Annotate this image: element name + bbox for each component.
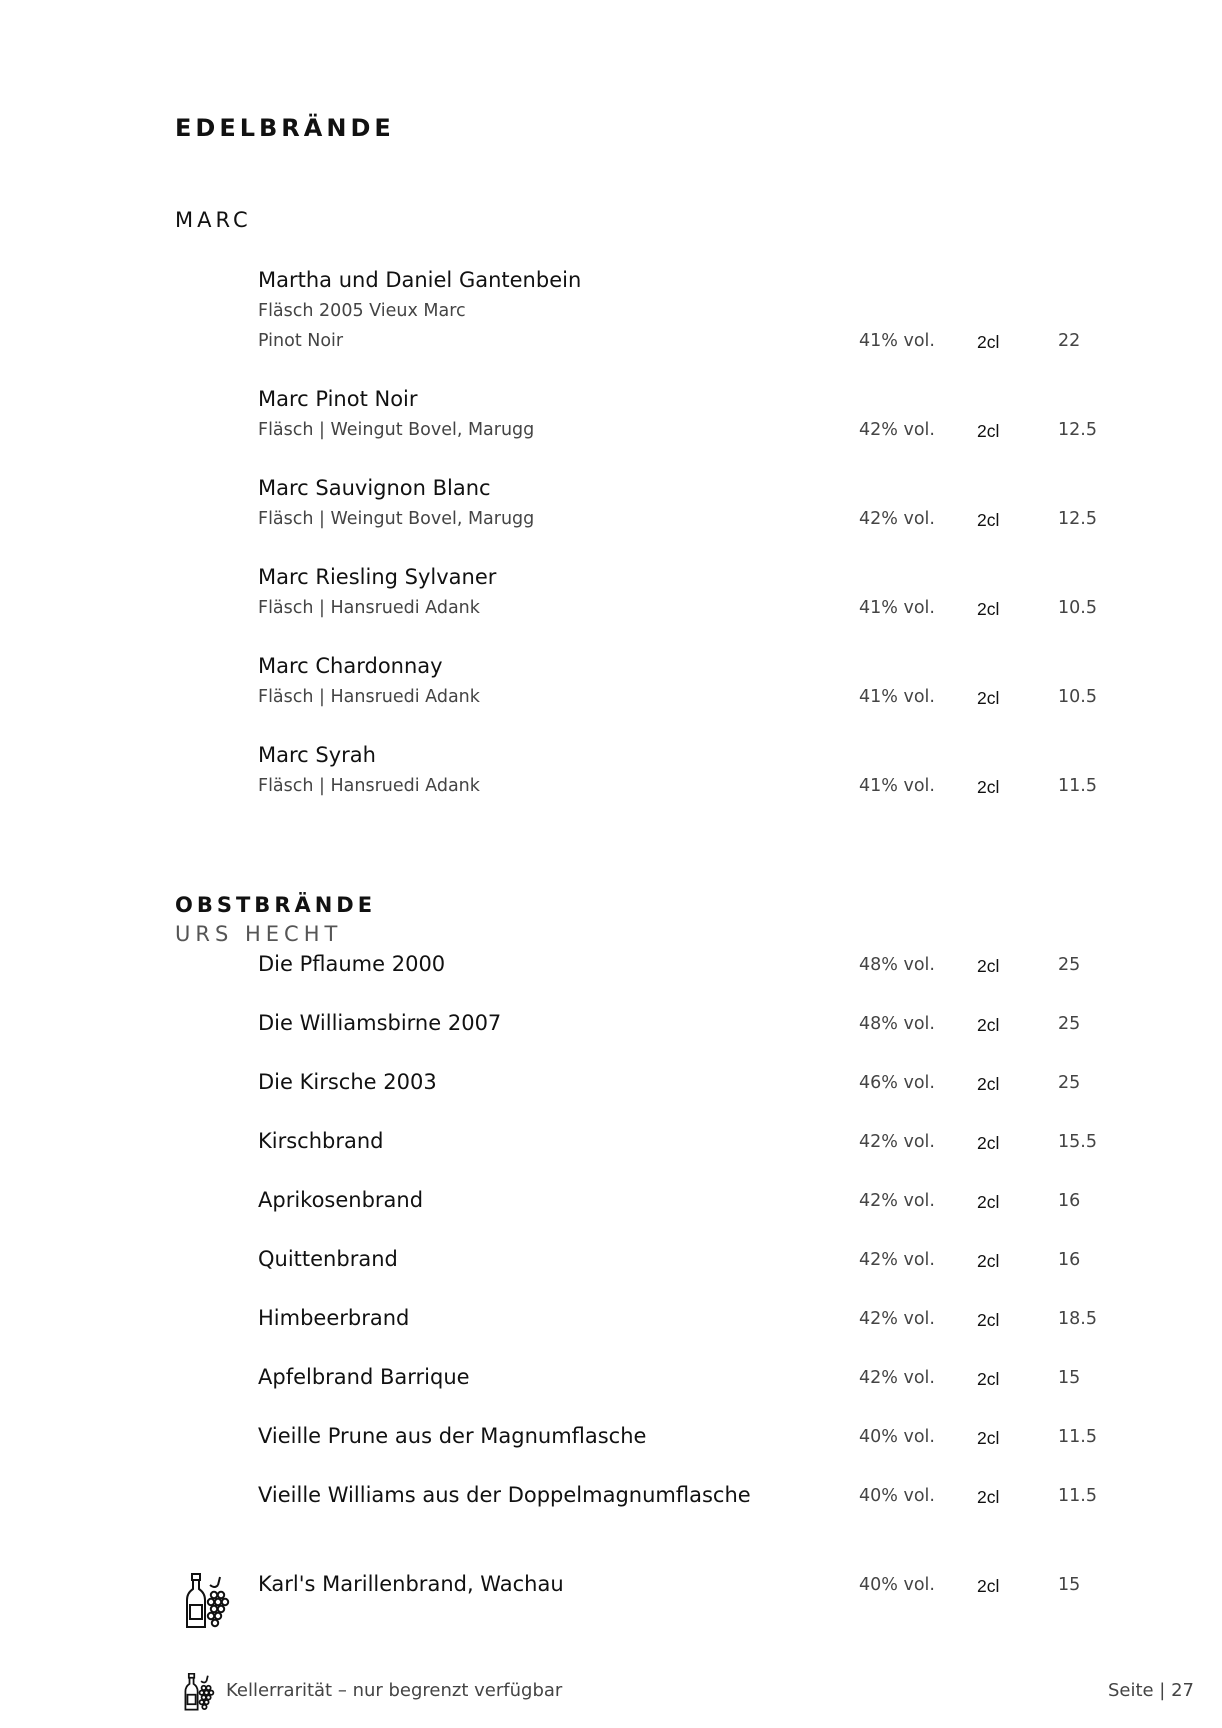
item-size: 2cl [977, 1015, 1000, 1035]
item-price: 10.5 [1058, 598, 1097, 618]
item-size: 2cl [977, 421, 1000, 441]
item-volume: 41% vol. [859, 687, 935, 707]
item-volume: 42% vol. [859, 1132, 935, 1152]
item-price: 12.5 [1058, 509, 1097, 529]
item-volume: 42% vol. [859, 1368, 935, 1388]
item-volume: 41% vol. [859, 331, 935, 351]
page-number: Seite | 27 [1107, 1680, 1194, 1701]
item-price: 11.5 [1058, 1427, 1097, 1447]
item-name: Die Williamsbirne 2007 [258, 1011, 502, 1035]
section-subheading-producer: URS HECHT [175, 922, 343, 946]
item-name: Die Kirsche 2003 [258, 1070, 437, 1094]
item-price: 16 [1058, 1191, 1081, 1211]
bottle-grapes-icon [183, 1673, 215, 1711]
item-price: 15 [1058, 1368, 1081, 1388]
item-origin: Fläsch 2005 Vieux Marc [258, 301, 466, 321]
item-size: 2cl [977, 599, 1000, 619]
item-name: Marc Pinot Noir [258, 387, 418, 411]
item-size: 2cl [977, 1369, 1000, 1389]
item-volume: 41% vol. [859, 776, 935, 796]
item-size: 2cl [977, 1133, 1000, 1153]
item-name: Marc Riesling Sylvaner [258, 565, 497, 589]
item-size: 2cl [977, 956, 1000, 976]
item-price: 11.5 [1058, 776, 1097, 796]
item-name: Quittenbrand [258, 1247, 398, 1271]
item-price: 22 [1058, 331, 1081, 351]
item-volume: 42% vol. [859, 509, 935, 529]
item-size: 2cl [977, 1192, 1000, 1212]
item-name: Marc Sauvignon Blanc [258, 476, 491, 500]
item-origin: Fläsch | Weingut Bovel, Marugg [258, 420, 535, 440]
item-name: Kirschbrand [258, 1129, 384, 1153]
item-volume: 40% vol. [859, 1427, 935, 1447]
item-size: 2cl [977, 688, 1000, 708]
item-size: 2cl [977, 332, 1000, 352]
item-volume: 42% vol. [859, 1250, 935, 1270]
item-size: 2cl [977, 1576, 1000, 1596]
item-name: Martha und Daniel Gantenbein [258, 268, 582, 292]
item-name: Marc Chardonnay [258, 654, 443, 678]
section-heading-marc: MARC [175, 208, 252, 232]
item-volume: 42% vol. [859, 1191, 935, 1211]
item-name: Marc Syrah [258, 743, 376, 767]
item-size: 2cl [977, 1487, 1000, 1507]
item-volume: 42% vol. [859, 420, 935, 440]
item-price: 16 [1058, 1250, 1081, 1270]
item-name: Die Pflaume 2000 [258, 952, 446, 976]
item-price: 11.5 [1058, 1486, 1097, 1506]
item-name: Aprikosenbrand [258, 1188, 424, 1212]
item-price: 18.5 [1058, 1309, 1097, 1329]
item-name: Apfelbrand Barrique [258, 1365, 470, 1389]
item-size: 2cl [977, 777, 1000, 797]
item-size: 2cl [977, 1310, 1000, 1330]
bottle-grapes-icon [184, 1573, 230, 1629]
item-volume: 40% vol. [859, 1486, 935, 1506]
item-price: 25 [1058, 955, 1081, 975]
item-volume: 42% vol. [859, 1309, 935, 1329]
footer-legend: Kellerrarität – nur begrenzt verfügbar [226, 1680, 563, 1701]
item-name: Vieille Prune aus der Magnumflasche [258, 1424, 647, 1448]
item-name: Himbeerbrand [258, 1306, 410, 1330]
item-origin: Fläsch | Hansruedi Adank [258, 687, 480, 707]
section-heading-obstbraende: OBSTBRÄNDE [175, 893, 377, 917]
item-size: 2cl [977, 1074, 1000, 1094]
item-origin: Fläsch | Hansruedi Adank [258, 776, 480, 796]
item-size: 2cl [977, 510, 1000, 530]
item-price: 10.5 [1058, 687, 1097, 707]
page-title: EDELBRÄNDE [175, 114, 395, 142]
item-price: 25 [1058, 1014, 1081, 1034]
item-volume: 41% vol. [859, 598, 935, 618]
item-origin: Fläsch | Weingut Bovel, Marugg [258, 509, 535, 529]
item-size: 2cl [977, 1251, 1000, 1271]
item-name: Karl's Marillenbrand, Wachau [258, 1572, 564, 1596]
item-name: Vieille Williams aus der Doppelmagnumflasche [258, 1483, 751, 1507]
item-volume: 40% vol. [859, 1575, 935, 1595]
item-volume: 46% vol. [859, 1073, 935, 1093]
item-origin: Fläsch | Hansruedi Adank [258, 598, 480, 618]
item-volume: 48% vol. [859, 955, 935, 975]
item-size: 2cl [977, 1428, 1000, 1448]
item-price: 25 [1058, 1073, 1081, 1093]
item-price: 15.5 [1058, 1132, 1097, 1152]
item-volume: 48% vol. [859, 1014, 935, 1034]
item-variety: Pinot Noir [258, 331, 344, 351]
item-price: 15 [1058, 1575, 1081, 1595]
item-price: 12.5 [1058, 420, 1097, 440]
